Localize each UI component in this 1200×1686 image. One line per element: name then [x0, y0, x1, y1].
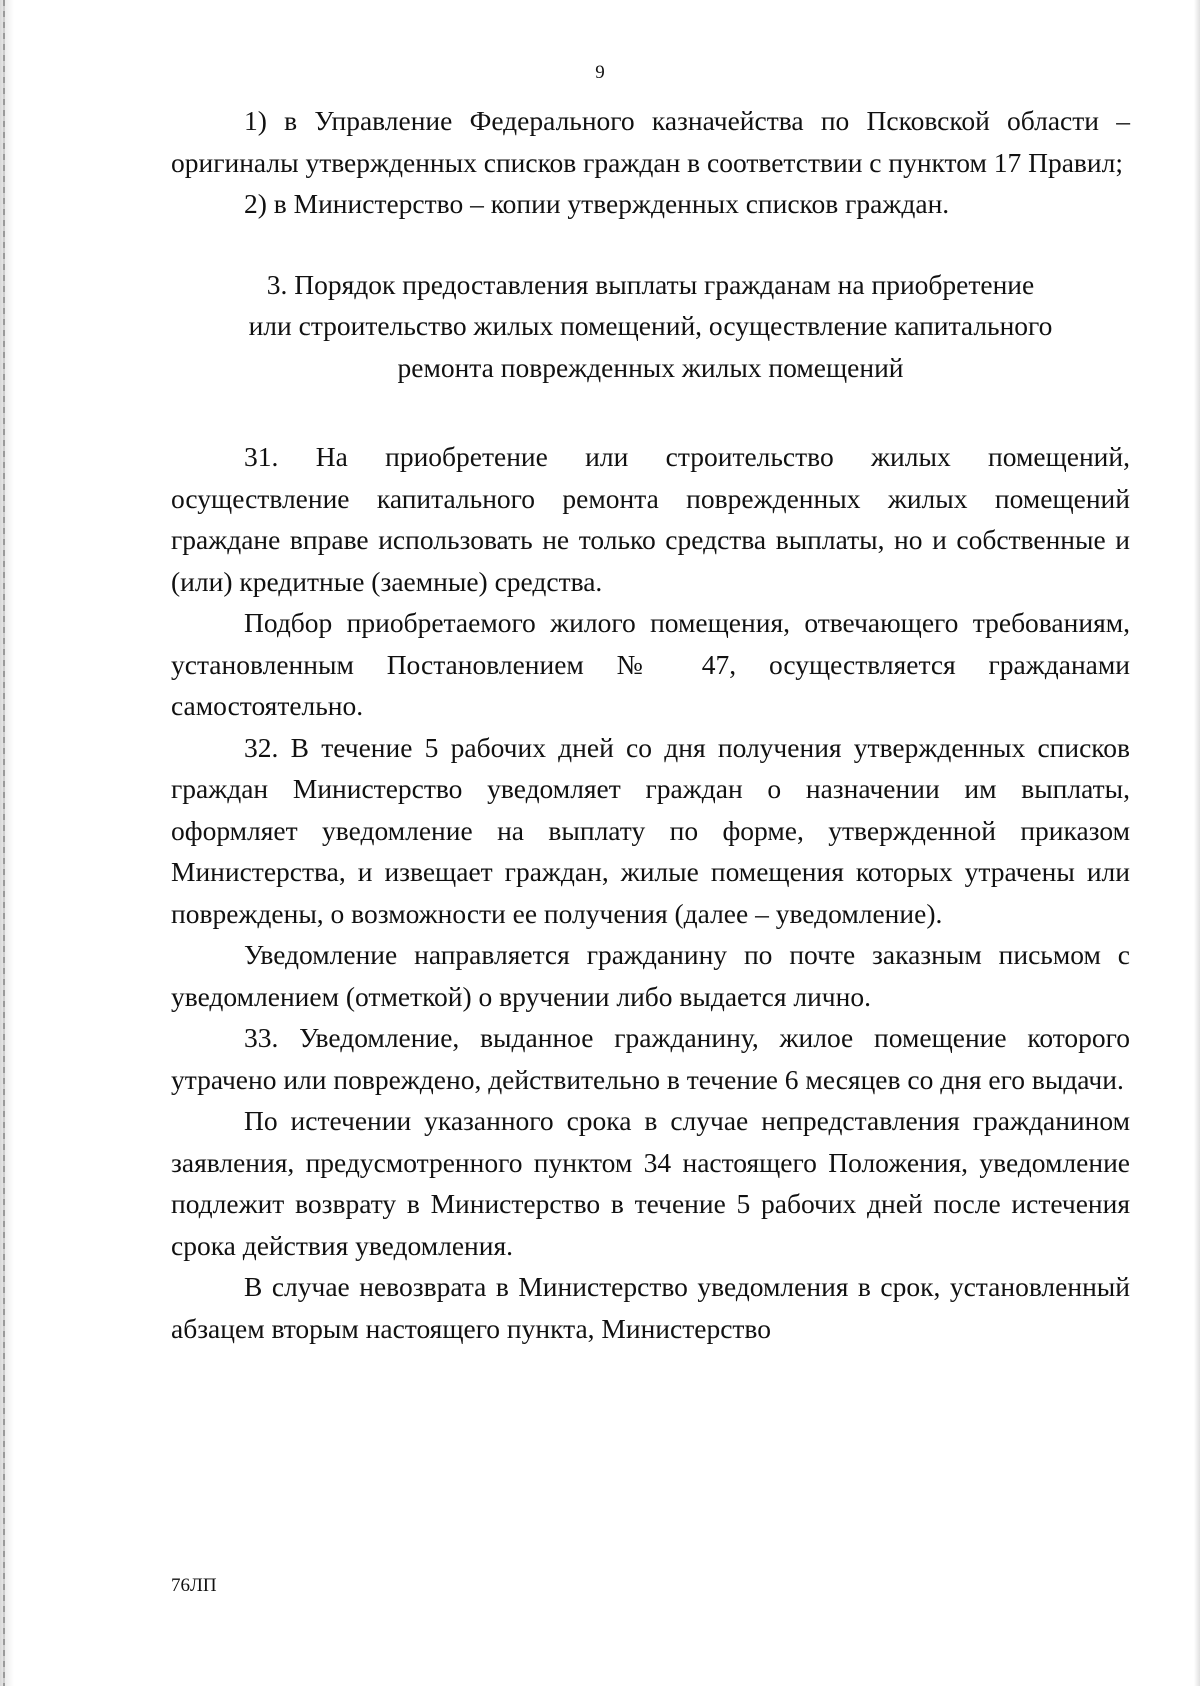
paragraph-item-2: 2) в Министерство – копии утвержденных списков граждан.: [244, 188, 950, 219]
paragraph-33: 33. Уведомление, выданное гражданину, жилое помещение которого утрачено или повреждено, действительно в течение 6 месяцев со дня его выдачи.: [171, 1022, 1130, 1095]
section-heading-line-2: или строительство жилых помещений, осуществление капитального: [248, 310, 1053, 341]
paragraph-31-second: Подбор приобретаемого жилого помещения, отвечающего требованиям, установленным Постановлением № 47, осуществляется гражданами самостоятельно.: [171, 607, 1130, 721]
paragraph-33-second: По истечении указанного срока в случае непредставления гражданином заявления, предусмотренного пунктом 34 настоящего Положения, уведомление подлежит возврату в Министерство в течение 5 рабочих дней после истечения срока действия уведомления.: [171, 1105, 1130, 1261]
document-code: 76ЛП: [171, 1575, 217, 1596]
paragraph-item-1: 1) в Управление Федерального казначейства по Псковской области – оригиналы утвержденных списков граждан в соответствии с пунктом 17 Правил;: [171, 105, 1130, 178]
document-body: [171, 100, 1130, 1349]
paragraph-33-third: В случае невозврата в Министерство уведомления в срок, установленный абзацем вторым настоящего пункта, Министерство: [171, 1271, 1130, 1344]
paragraph-32-second: Уведомление направляется гражданину по почте заказным письмом с уведомлением (отметкой) о вручении либо выдается лично.: [171, 939, 1130, 1012]
paragraph-32: 32. В течение 5 рабочих дней со дня получения утвержденных списков граждан Министерство уведомляет граждан о назначении им выплаты, оформляет уведомление на выплату по форме, утвержденной приказом Министерства, и извещает граждан, жилые помещения которых утрачены или повреждены, о возможности ее получения (далее – уведомление).: [171, 731, 1130, 929]
section-heading-line-1: 3. Порядок предоставления выплаты гражданам на приобретение: [266, 268, 1035, 300]
section-heading-line-3: ремонта поврежденных жилых помещений: [397, 351, 904, 383]
page-number: 9: [595, 62, 605, 83]
paragraph-31: 31. На приобретение или строительство жилых помещений, осуществление капитального ремонта поврежденных жилых помещений граждане вправе использовать не только средства выплаты, но и собственные и (или) кредитные (заемные) средства.: [171, 441, 1130, 597]
section-heading: [171, 264, 1130, 389]
